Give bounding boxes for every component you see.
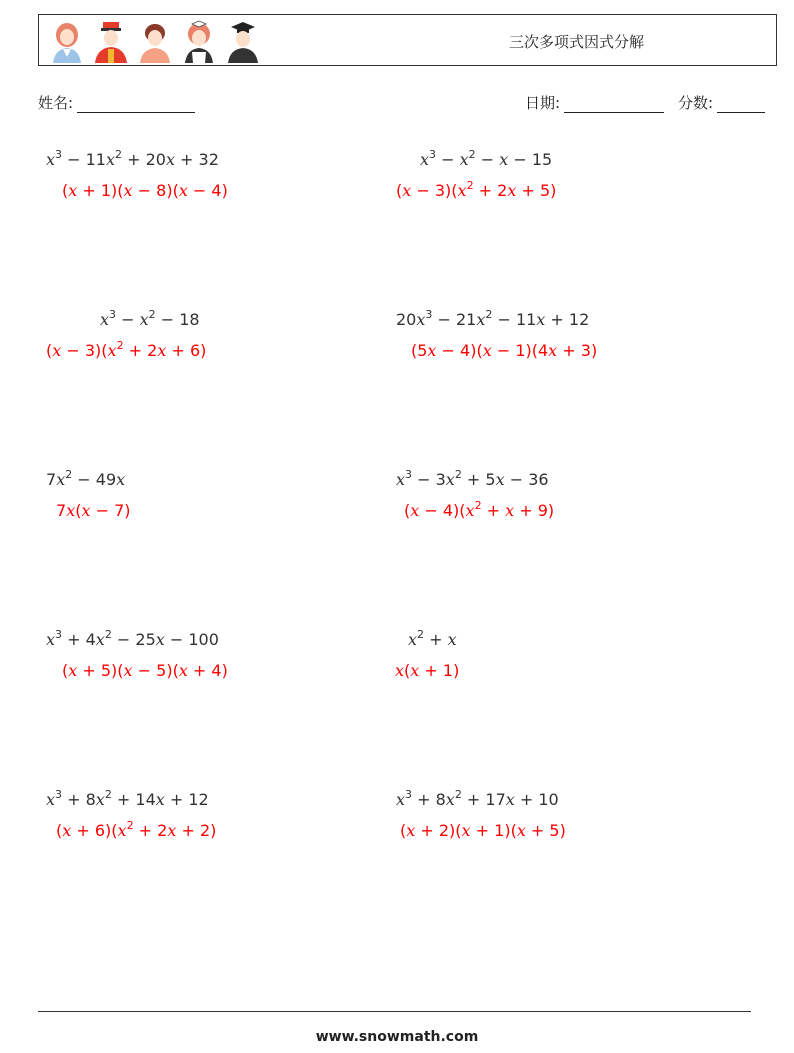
problem-question: $x^3 + 4x^2 - 25x - 100$ — [46, 628, 219, 649]
problem-answer: (5x − 4)(x − 1)(4x + 3) — [411, 341, 598, 360]
problem-question: $x^2 + x$ — [408, 628, 457, 649]
problem-question: $x^3 + 8x^2 + 14x + 12$ — [46, 788, 209, 809]
date-blank[interactable] — [564, 96, 664, 113]
date-label: 日期: — [525, 94, 561, 112]
score-label: 分数: — [678, 94, 714, 112]
waitress-avatar — [177, 19, 221, 63]
problem-answer: $(x - 3)(x^2 + 2x + 6)$ — [46, 339, 207, 360]
problem-answer: $(x - 4)(x^2 + x + 9)$ — [404, 499, 555, 520]
problem-question: $x^3 - x^2 - 18$ — [100, 308, 200, 329]
worksheet-title: 三次多项式因式分解 — [509, 33, 645, 51]
problem-question: $x^3 - 11x^2 + 20x + 32$ — [46, 148, 219, 169]
problem-question: $20x^3 - 21x^2 - 11x + 12$ — [396, 308, 590, 329]
problem-answer: (x + 5)(x − 5)(x + 4) — [62, 661, 228, 680]
date-field — [525, 92, 664, 113]
problem-question: $x^3 - x^2 - x - 15$ — [420, 148, 553, 169]
graduate-avatar — [221, 19, 265, 63]
woman-office-avatar — [45, 19, 89, 63]
problem-answer: 7x(x − 7) — [56, 501, 131, 520]
problem-answer: $(x + 6)(x^2 + 2x + 2)$ — [56, 819, 217, 840]
name-label: 姓名: — [38, 94, 74, 112]
footer-url[interactable]: www.snowmath.com — [315, 1029, 479, 1045]
avatar-strip — [45, 19, 265, 63]
problem-answer: (x + 2)(x + 1)(x + 5) — [400, 821, 566, 840]
problem-answer: $(x - 3)(x^2 + 2x + 5)$ — [396, 179, 557, 200]
bellhop-avatar — [89, 19, 133, 63]
problem-question: $x^3 - 3x^2 + 5x - 36$ — [396, 468, 549, 489]
worksheet-header — [38, 14, 777, 66]
problem-question: $7x^2 - 49x$ — [46, 468, 126, 489]
score-field — [678, 92, 765, 113]
score-blank[interactable] — [717, 96, 765, 113]
name-field — [38, 92, 195, 113]
problem-question: $x^3 + 8x^2 + 17x + 10$ — [396, 788, 559, 809]
problem-answer: x(x + 1) — [395, 661, 460, 680]
man-avatar — [133, 19, 177, 63]
problem-answer: (x + 1)(x − 8)(x − 4) — [62, 181, 228, 200]
footer-divider — [38, 1011, 751, 1012]
name-blank[interactable] — [77, 96, 195, 113]
